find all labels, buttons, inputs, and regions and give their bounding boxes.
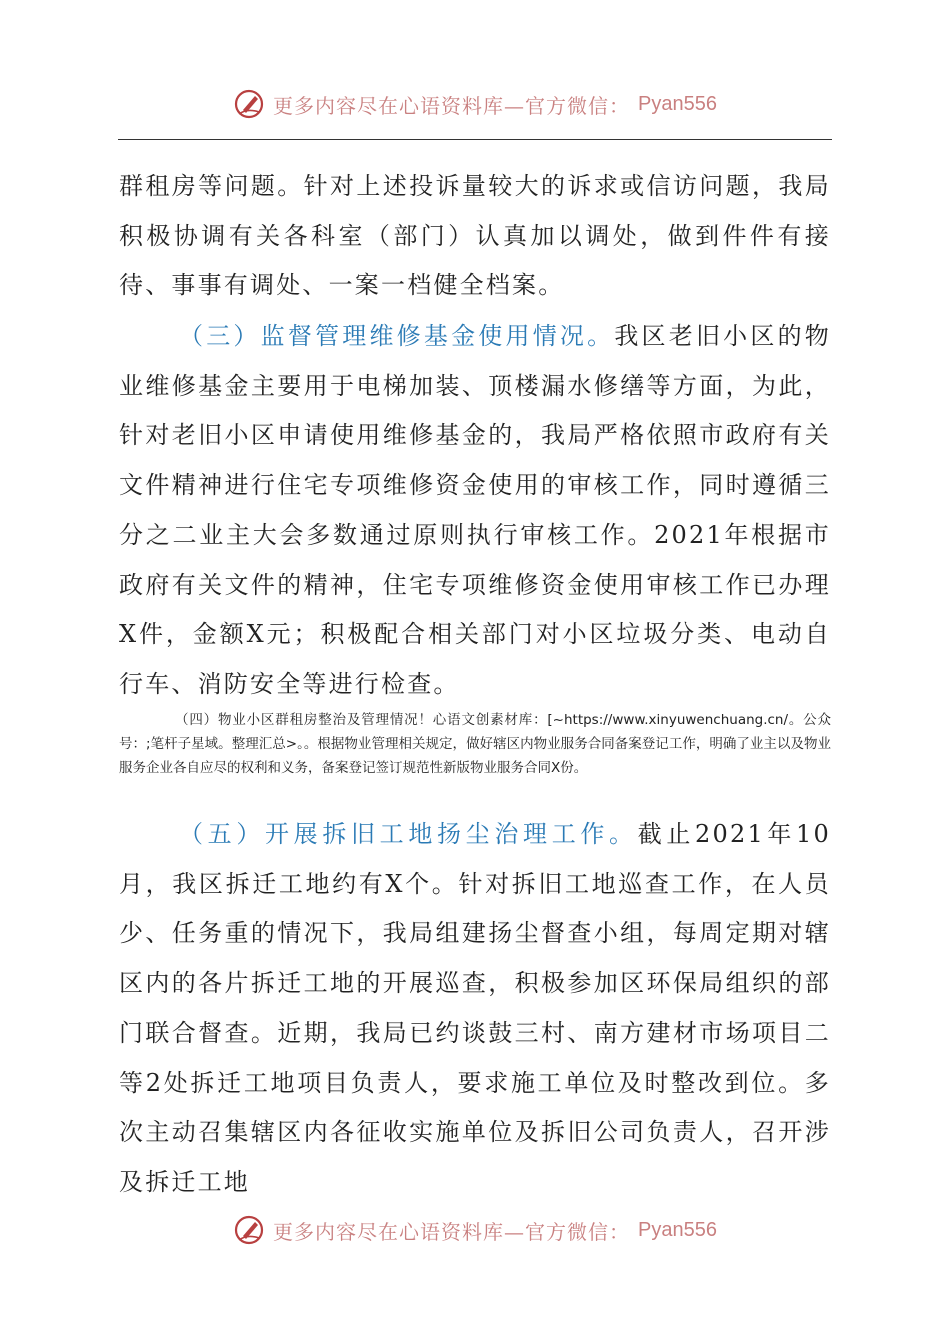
pen-circle-logo-icon [233, 1214, 265, 1246]
header-divider [118, 139, 832, 140]
wechat-handle: Pyan556 [638, 92, 717, 115]
brand-banner [233, 1214, 717, 1246]
wechat-handle: Pyan556 [638, 1218, 717, 1241]
paragraph-text: 我区老旧小区的物业维修基金主要用于电梯加装、顶楼漏水修缮等方面，为此，针对老旧小区申请使用维修基金的，我局严格依照市政府有关文件精神进行住宅专项维修资金使用的审核工作，同时遵循三分之二业主大会多数通过原则执行审核工作。2021年根据市政府有关文件的精神，住宅专项维修资金使用审核工作已办理X件，金额X元；积极配合相关部门对小区垃圾分类、电动自行车、消防安全等进行检查。 [119, 322, 832, 698]
section-heading-3: （三）监督管理维修基金使用情况。 [179, 322, 615, 350]
paragraph-text: 群租房等问题。针对上述投诉量较大的诉求或信访问题，我局积极协调有关各科室（部门）认真加以调处，做到件件有接待、事事有调处、一案一档健全档案。 [119, 172, 831, 300]
paragraph-section-5 [119, 810, 831, 1208]
brand-text: 更多内容尽在心语资料库—官方微信： [273, 93, 631, 118]
section-heading-5: （五）开展拆旧工地扬尘治理工作。 [179, 820, 638, 848]
paragraph-text: 截止2021年10月，我区拆迁工地约有X个。针对拆旧工地巡查工作，在人员少、任务重的情况下，我局组建扬尘督查小组，每周定期对辖区内的各片拆迁工地的开展巡查，积极参加区环保局组织的部门联合督查。近期，我局已约谈鼓三村、南方建材市场项目二等2处拆迁工地项目负责人，要求施工单位及时整改到位。多次主动召集辖区内各征收实施单位及拆旧公司负责人，召开涉及拆迁工地 [119, 820, 831, 1196]
brand-text: 更多内容尽在心语资料库—官方微信： [273, 1219, 631, 1244]
paragraph-section-3 [119, 312, 831, 710]
page-footer [0, 1208, 950, 1252]
paragraph-section-4 [119, 708, 831, 780]
brand-banner [233, 88, 717, 120]
paragraph-text: （四）物业小区群租房整治及管理情况！心语文创素材库：[~https://www.xinyuwenchuang.cn/。公众号：;笔杆子星域。整理汇总>。。根据物业管理相关规定，做好辖区内物业服务合同备案登记工作，明确了业主以及物业服务企业各自应尽的权利和义务，备案登记签订规范性新版物业服务合同X份。 [119, 712, 831, 776]
page-header [0, 82, 950, 126]
pen-circle-logo-icon [233, 88, 265, 120]
paragraph-continued [119, 162, 831, 311]
